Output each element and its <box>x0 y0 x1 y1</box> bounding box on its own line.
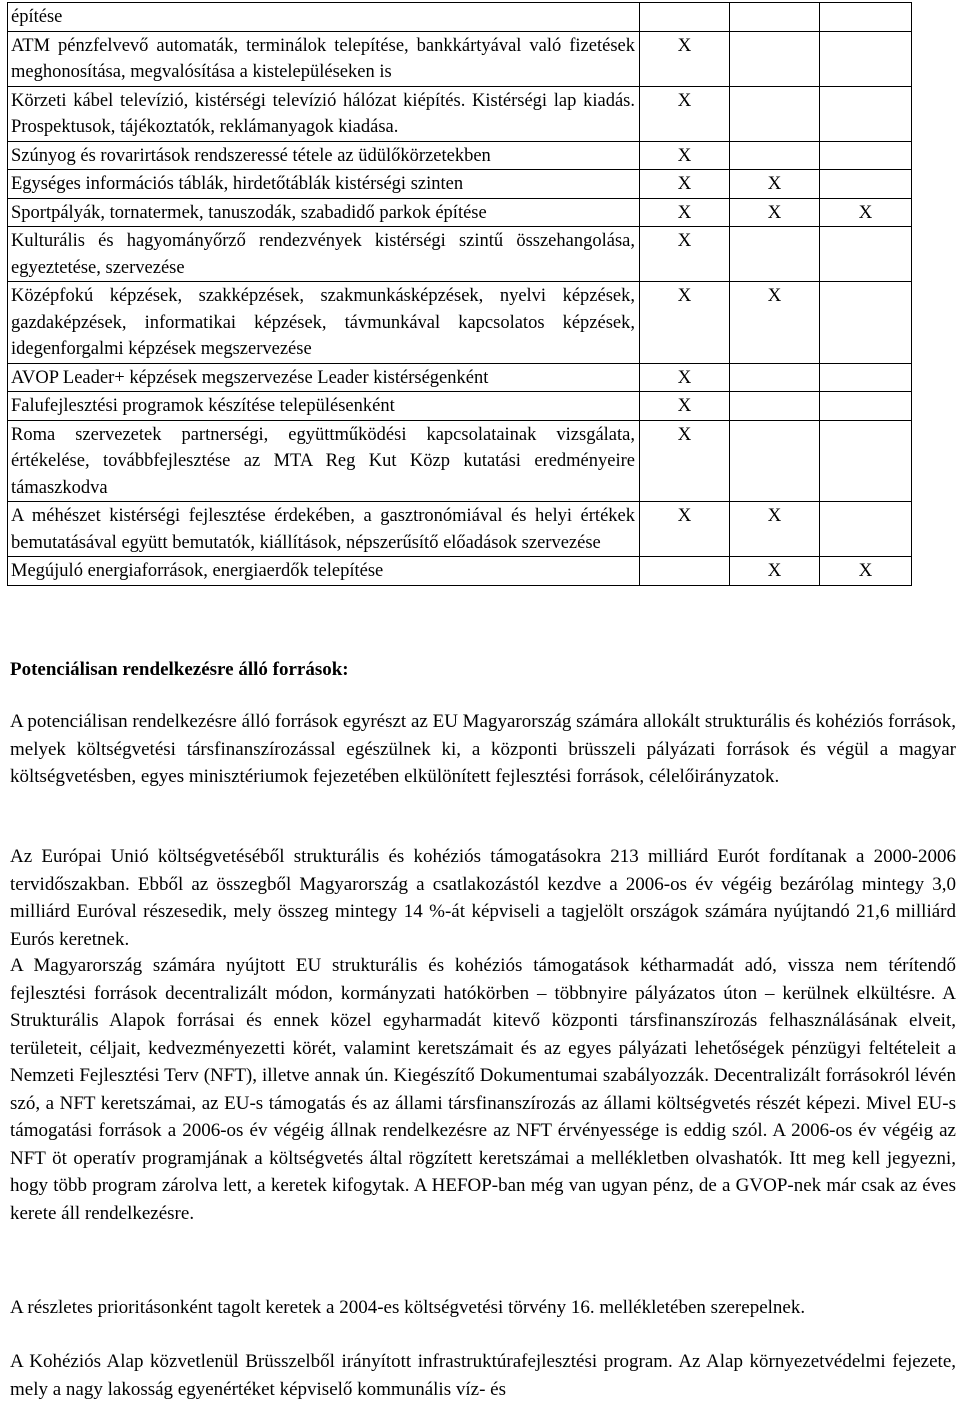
paragraph: A potenciálisan rendelkezésre álló források egyrészt az EU Magyarország számára allokált strukturális és kohéziós források, melyek költségvetési társfinanszírozással egészülnek ki, a központi brüsszeli pályázati források és végül a magyar költségvetésben, egyes minisztériumok fejezetében elkülönített fejlesztési források, célelőirányzatok. <box>10 711 956 787</box>
row-text: ATM pénzfelvevő automaták, terminálok telepítése, bankkártyával való fizetések meghonosítása, megvalósítása a kistelepüléseken is <box>8 31 640 86</box>
mark-cell: X <box>730 170 820 199</box>
mark-cell <box>730 227 820 282</box>
table-row <box>8 3 912 32</box>
mark-cell <box>820 420 912 502</box>
mark-cell <box>730 420 820 502</box>
mark-cell <box>820 392 912 421</box>
mark-cell <box>730 31 820 86</box>
mark-cell <box>640 3 730 32</box>
mark-cell: X <box>820 198 912 227</box>
mark-cell: X <box>820 557 912 586</box>
row-text: A méhészet kistérségi fejlesztése érdekében, a gasztronómiával és helyi értékek bemutatásával együtt bemutatók, kiállítások, népszerűsítő előadások szervezése <box>8 502 640 557</box>
mark-cell: X <box>640 86 730 141</box>
table-row <box>8 392 912 421</box>
table-row <box>8 420 912 502</box>
table-row <box>8 227 912 282</box>
row-text: Roma szervezetek partnerségi, együttműködési kapcsolatainak vizsgálata, értékelése, továbbfejlesztése az MTA Reg Kut Közp kutatási eredményeire támaszkodva <box>8 420 640 502</box>
mark-cell <box>820 363 912 392</box>
table-row <box>8 502 912 557</box>
mark-cell: X <box>640 31 730 86</box>
row-text: építése <box>8 3 640 32</box>
mark-cell: X <box>640 502 730 557</box>
paragraph: A Magyarország számára nyújtott EU strukturális és kohéziós támogatások kétharmadát adó, vissza nem térítendő fejlesztési források decentralizált módon, kormányzati hatókörben – többnyire pályázatos úton – kerülnek elkültésre. A Strukturális Alapok forrásai és ennek közel egyharmadát kitevő központi társfinanszírozás felhasználásának elveit, területeit, céljait, kedvezményezetti körét, valamint keretszámait és az egyes pályázati lehetőségek pénzügyi feltételeit a Nemzeti Fejlesztési Terv (NFT), illetve annak ún. Kiegészítő Dokumentumai szabályozzák. Decentralizált forrásokról lévén szó, a NFT keretszámai, az EU-s támogatás és az állami társfinanszírozás az állami költségvetés részét képezi. Mivel EU-s támogatási források a 2006-os év végéig állnak rendelkezésre az NFT érvényessége is eddig szól. A 2006-os év végéig az NFT öt operatív programjának a költségvetés által rögzített keretszámai a mellékletben olvashatók. Itt meg kell jegyezni, hogy több program zárolva lett, a keretek kifogytak. A HEFOP-ban még van ugyan pénz, de a GVOP-nek már csak az éves kerete áll rendelkezésre. <box>10 955 956 1224</box>
paragraph: A Kohéziós Alap közvetlenül Brüsszelből irányított infrastruktúrafejlesztési program. Az Alap környezetvédelmi fejezete, mely a nagy lakosság egyenértéket képviselő kommunális víz- és <box>10 1351 956 1400</box>
mark-cell <box>820 282 912 364</box>
paragraph: A részletes prioritásonként tagolt keretek a 2004-es költségvetési törvény 16. mellékletében szerepelnek. <box>10 1297 806 1318</box>
mark-cell: X <box>640 282 730 364</box>
row-text: Sportpályák, tornatermek, tanuszodák, szabadidő parkok építése <box>8 198 640 227</box>
mark-cell: X <box>640 170 730 199</box>
mark-cell <box>820 31 912 86</box>
row-text: Megújuló energiaforrások, energiaerdők telepítése <box>8 557 640 586</box>
row-text: Falufejlesztési programok készítése településenként <box>8 392 640 421</box>
mark-cell <box>820 86 912 141</box>
mark-cell: X <box>640 227 730 282</box>
mark-cell: X <box>640 420 730 502</box>
row-text: Körzeti kábel televízió, kistérségi televízió hálózat kiépítés. Kistérségi lap kiadás. Prospektusok, tájékoztatók, reklámanyagok kiadása. <box>8 86 640 141</box>
table-row <box>8 141 912 170</box>
mark-cell <box>730 86 820 141</box>
row-text: AVOP Leader+ képzések megszervezése Leader kistérségenként <box>8 363 640 392</box>
mark-cell: X <box>730 198 820 227</box>
row-text: Egységes információs táblák, hirdetőtáblák kistérségi szinten <box>8 170 640 199</box>
paragraph: Az Európai Unió költségvetéséből strukturális és kohéziós támogatásokra 213 milliárd Eurót fordítanak a 2000-2006 tervidőszakban. Ebből az összegből Magyarország a csatlakozástól kezdve a 2006-os év végéig bezárólag mintegy 3,0 milliárd Euróval részesedik, mely összeg mintegy 14 %-át képviseli a tagjelölt országok számára nyújtandó 21,6 milliárd Eurós keretnek. <box>10 846 956 950</box>
mark-cell <box>820 141 912 170</box>
mark-cell <box>820 502 912 557</box>
mark-cell: X <box>640 363 730 392</box>
row-text: Kulturális és hagyományőrző rendezvények kistérségi szintű összehangolása, egyeztetése, szervezése <box>8 227 640 282</box>
mark-cell: X <box>640 198 730 227</box>
mark-cell <box>730 3 820 32</box>
mark-cell <box>640 557 730 586</box>
section-heading: Potenciálisan rendelkezésre álló források: <box>10 659 349 680</box>
row-text: Középfokú képzések, szakképzések, szakmunkásképzések, nyelvi képzések, gazdaképzések, informatikai képzések, távmunkával kapcsolatos képzések, idegenforgalmi képzések megszervezése <box>8 282 640 364</box>
mark-cell <box>730 141 820 170</box>
mark-cell <box>730 363 820 392</box>
table-row <box>8 86 912 141</box>
table-row <box>8 282 912 364</box>
mark-cell: X <box>640 392 730 421</box>
mark-cell <box>820 3 912 32</box>
mark-cell: X <box>730 502 820 557</box>
table-row <box>8 557 912 586</box>
mark-cell: X <box>730 557 820 586</box>
table-row <box>8 31 912 86</box>
mark-cell: X <box>730 282 820 364</box>
table-row <box>8 363 912 392</box>
mark-cell <box>730 392 820 421</box>
mark-cell: X <box>640 141 730 170</box>
table-row <box>8 170 912 199</box>
measures-table <box>7 2 912 586</box>
mark-cell <box>820 170 912 199</box>
row-text: Szúnyog és rovarirtások rendszeressé tétele az üdülőkörzetekben <box>8 141 640 170</box>
table-row <box>8 198 912 227</box>
mark-cell <box>820 227 912 282</box>
